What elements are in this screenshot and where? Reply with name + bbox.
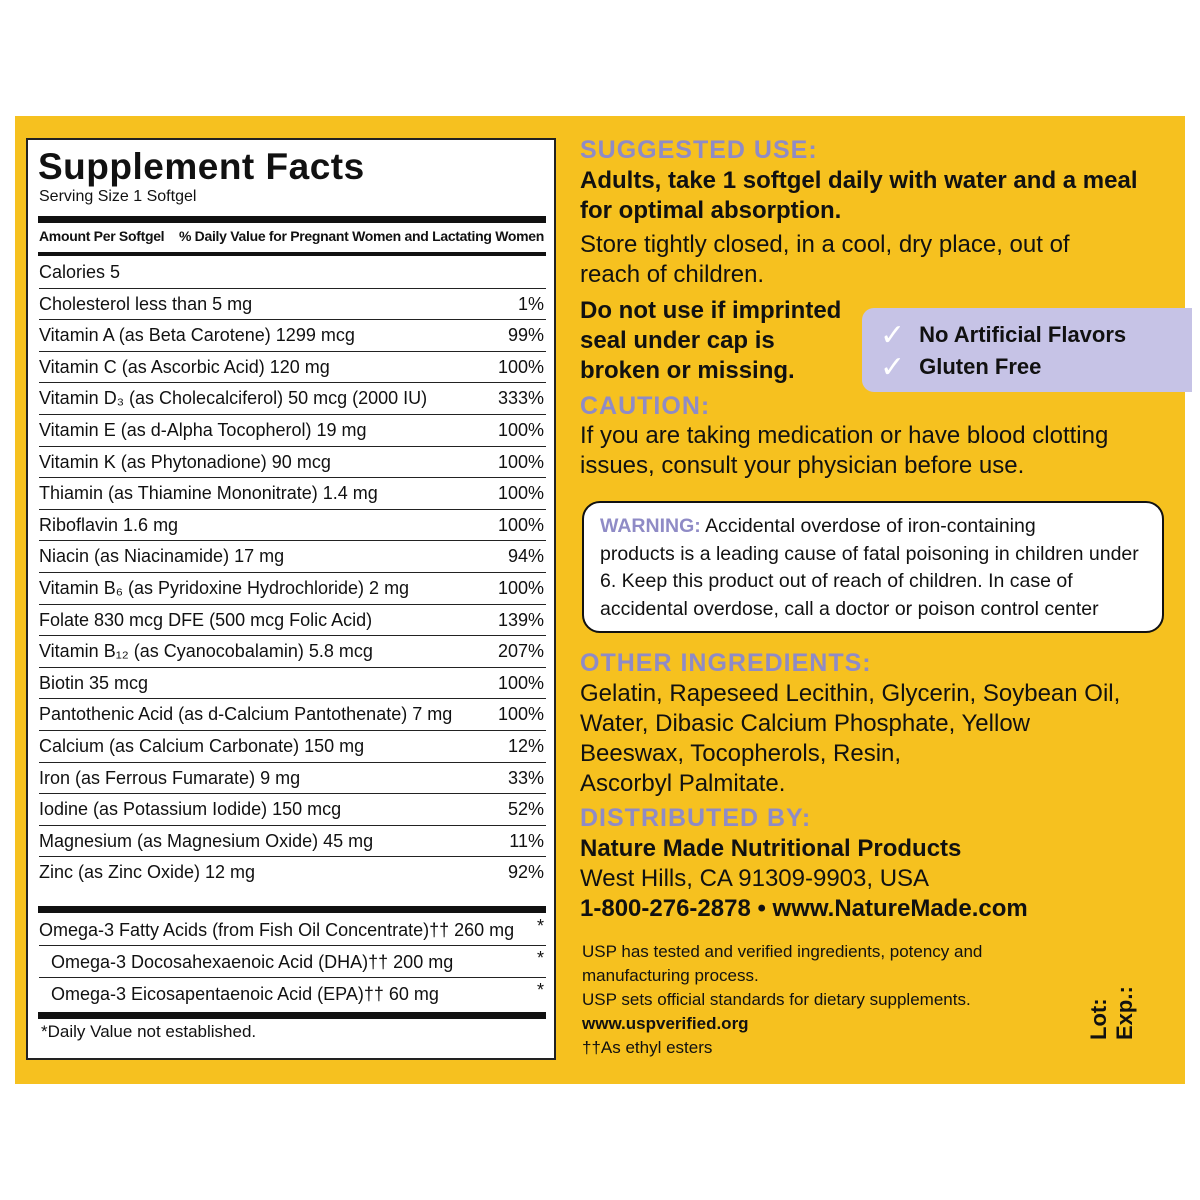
nutrient-dv: 100% (497, 483, 544, 504)
footnote: *Daily Value not established. (41, 1022, 257, 1041)
omega-row (39, 946, 546, 978)
distributed-heading: DISTRIBUTED BY: (580, 804, 812, 832)
nutrient-name: Zinc (as Zinc Oxide) 12 mg (39, 862, 256, 883)
caution-heading: CAUTION: (580, 392, 711, 420)
nutrient-row (39, 731, 546, 763)
nutrient-dv: 100% (497, 672, 544, 693)
nutrient-dv: 1% (517, 293, 544, 314)
seal-line-2: seal under cap is (580, 327, 775, 354)
nutrient-row (39, 668, 546, 700)
ingredients-line-2: Water, Dibasic Calcium Phosphate, Yellow (580, 710, 1030, 737)
facts-title: Supplement Facts (38, 146, 365, 187)
nutrient-name: Iodine (as Potassium Iodide) 150 mcg (39, 799, 342, 820)
nutrient-row (39, 415, 546, 447)
nutrient-dv: 12% (507, 735, 544, 756)
nutrient-dv: 99% (507, 325, 544, 346)
ingredients-line-1: Gelatin, Rapeseed Lecithin, Glycerin, Soybean Oil, (580, 680, 1121, 707)
nutrient-row (39, 605, 546, 637)
ingredients-line-4: Ascorbyl Palmitate. (580, 770, 786, 797)
supplement-facts-panel (26, 138, 556, 1060)
nutrient-rows (39, 257, 546, 889)
exp-label: Exp.: (1112, 986, 1137, 1040)
nutrient-dv: 100% (497, 419, 544, 440)
nutrient-row (39, 352, 546, 384)
claim-gluten-free (880, 350, 1041, 385)
check-icon: ✓ (880, 319, 906, 352)
nutrient-dv: 100% (497, 704, 544, 725)
warning-label: WARNING: (600, 515, 701, 537)
nutrient-name: Vitamin B₆ (as Pyridoxine Hydrochloride) 2 mg (39, 577, 410, 598)
nutrient-dv: 100% (497, 514, 544, 535)
store-line-2: reach of children. (580, 261, 765, 288)
warning-box (582, 501, 1164, 633)
nutrient-row (39, 699, 546, 731)
amount-header (39, 228, 544, 250)
nutrient-name: Riboflavin 1.6 mg (39, 514, 179, 535)
divider-medium (38, 252, 546, 256)
calories: Calories 5 (39, 262, 121, 282)
company-contact: 1-800-276-2878 • www.NatureMade.com (580, 895, 1028, 922)
nutrient-name: Niacin (as Niacinamide) 17 mg (39, 546, 285, 567)
store-line-1: Store tightly closed, in a cool, dry place, out of (580, 231, 1070, 258)
nutrient-name: Vitamin B₁₂ (as Cyanocobalamin) 5.8 mcg (39, 641, 373, 662)
omega-rows (39, 914, 546, 1010)
nutrient-dv: 100% (497, 451, 544, 472)
nutrient-name: Vitamin E (as d-Alpha Tocopherol) 19 mg (39, 419, 367, 440)
suggested-line-2: for optimal absorption. (580, 197, 842, 224)
seal-line-3: broken or missing. (580, 357, 795, 384)
nutrient-name: Pantothenic Acid (as d-Calcium Pantothenate) 7 mg (39, 704, 453, 725)
check-icon: ✓ (880, 351, 906, 384)
omega-row (39, 978, 546, 1010)
divider-thick (38, 1012, 546, 1019)
dv-label: % Daily Value for Pregnant Women and Lactating Women (178, 228, 544, 244)
claim-label: Gluten Free (919, 354, 1042, 379)
nutrient-name: Vitamin D₃ (as Cholecalciferol) 50 mcg (2000 IU) (39, 388, 428, 409)
omega-name: Omega-3 Eicosapentaenoic Acid (EPA)†† 60 mg (51, 984, 439, 1004)
nutrient-row (39, 320, 546, 352)
ingredients-line-3: Beeswax, Tocopherols, Resin, (580, 740, 902, 767)
lot-label: Lot: (1086, 998, 1111, 1040)
usp-line-2: manufacturing process. (582, 966, 759, 985)
amount-label: Amount Per Softgel (39, 228, 165, 244)
nutrient-row (39, 478, 546, 510)
ingredients-heading: OTHER INGREDIENTS: (580, 649, 872, 677)
usp-line-3: USP sets official standards for dietary supplements. (582, 990, 971, 1009)
omega-name: Omega-3 Docosahexaenoic Acid (DHA)†† 200 mg (51, 952, 454, 972)
nutrient-dv: 94% (507, 546, 544, 567)
divider-thick (38, 906, 546, 913)
company-address: West Hills, CA 91309-9903, USA (580, 865, 930, 892)
claims-badge (862, 308, 1192, 392)
warning-line-1 (600, 513, 1148, 541)
nutrient-name: Vitamin A (as Beta Carotene) 1299 mcg (39, 325, 355, 346)
warning-line-4: accidental overdose, call a doctor or poison control center (600, 597, 1099, 620)
omega-dv: * (536, 916, 544, 936)
usp-line-1: USP has tested and verified ingredients, potency and (582, 942, 983, 961)
nutrient-row (39, 383, 546, 415)
usp-url: www.uspverified.org (582, 1014, 749, 1033)
nutrient-name: Vitamin C (as Ascorbic Acid) 120 mg (39, 356, 330, 377)
serving-size: Serving Size 1 Softgel (39, 188, 197, 205)
nutrient-name: Thiamin (as Thiamine Mononitrate) 1.4 mg (39, 483, 378, 504)
nutrient-row (39, 510, 546, 542)
nutrient-name: Cholesterol less than 5 mg (39, 293, 253, 314)
nutrient-name: Iron (as Ferrous Fumarate) 9 mg (39, 767, 301, 788)
suggested-line-1: Adults, take 1 softgel daily with water and a meal (580, 167, 1138, 194)
nutrient-dv: 139% (497, 609, 544, 630)
warning-text: Accidental overdose of iron-containing (700, 515, 1036, 537)
usp-block (582, 940, 982, 1060)
ester-note: ††As ethyl esters (582, 1038, 713, 1057)
warning-line-2: products is a leading cause of fatal poisoning in children under (600, 542, 1139, 565)
lot-exp (1086, 986, 1138, 1040)
nutrient-dv: 52% (507, 799, 544, 820)
nutrient-dv: 100% (497, 356, 544, 377)
nutrient-row (39, 289, 546, 321)
suggested-use-heading: SUGGESTED USE: (580, 136, 818, 164)
nutrient-dv: 333% (497, 388, 544, 409)
nutrient-dv: 11% (509, 830, 544, 851)
calories-row (39, 257, 546, 289)
company-name: Nature Made Nutritional Products (580, 835, 962, 862)
nutrient-row (39, 541, 546, 573)
omega-row (39, 914, 546, 946)
nutrient-name: Vitamin K (as Phytonadione) 90 mcg (39, 451, 331, 472)
divider-thick (38, 216, 546, 223)
nutrient-row (39, 826, 546, 858)
nutrient-dv: 33% (507, 767, 544, 788)
nutrient-row (39, 794, 546, 826)
caution-line-1: If you are taking medication or have blood clotting (580, 422, 1109, 449)
nutrient-name: Folate 830 mcg DFE (500 mcg Folic Acid) (39, 609, 373, 630)
nutrient-row (39, 447, 546, 479)
nutrient-name: Magnesium (as Magnesium Oxide) 45 mg (39, 830, 374, 851)
nutrient-row (39, 636, 546, 668)
nutrient-dv: 92% (507, 862, 544, 883)
caution-line-2: issues, consult your physician before use. (580, 452, 1025, 479)
nutrient-dv: 100% (497, 577, 544, 598)
omega-dv: * (536, 948, 544, 968)
nutrient-name: Calcium (as Calcium Carbonate) 150 mg (39, 735, 365, 756)
omega-name: Omega-3 Fatty Acids (from Fish Oil Concentrate)†† 260 mg (39, 920, 515, 940)
omega-dv: * (536, 980, 544, 1000)
nutrient-row (39, 857, 546, 889)
warning-line-3: 6. Keep this product out of reach of children. In case of (600, 570, 1073, 592)
claim-label: No Artificial Flavors (919, 322, 1127, 347)
nutrient-dv: 207% (497, 641, 544, 662)
nutrient-name: Biotin 35 mcg (39, 672, 149, 693)
seal-line-1: Do not use if imprinted (580, 297, 842, 324)
nutrient-row (39, 763, 546, 795)
claim-no-artificial-flavors (880, 318, 1126, 353)
nutrient-row (39, 573, 546, 605)
